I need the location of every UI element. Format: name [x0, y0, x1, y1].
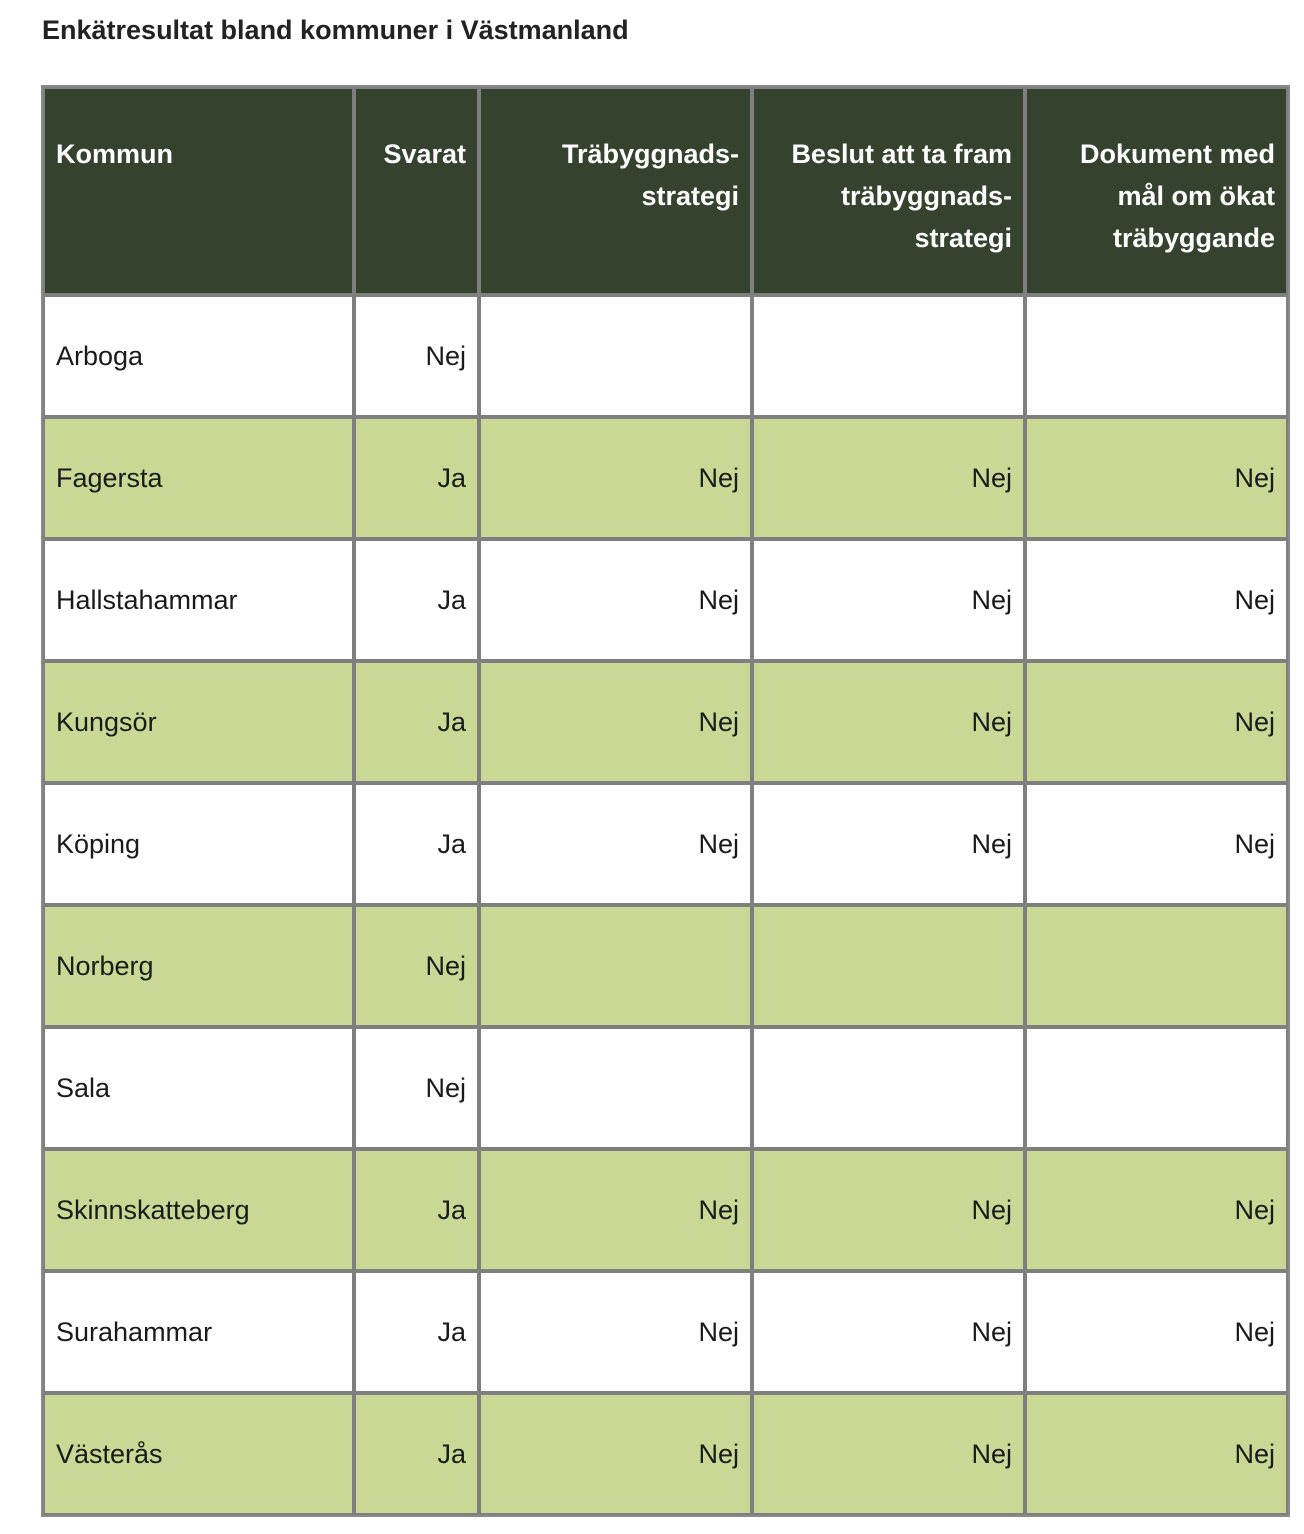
cell-svarat: Ja	[354, 417, 479, 539]
cell-beslut-strategi	[752, 905, 1025, 1027]
table-row	[43, 295, 1288, 417]
table-body	[43, 295, 1288, 1515]
table-row	[43, 783, 1288, 905]
cell-kommun: Fagersta	[43, 417, 354, 539]
cell-kommun: Kungsör	[43, 661, 354, 783]
header-beslut-strategi: Beslut att ta fram träbyggnads- strategi	[752, 87, 1025, 295]
cell-beslut-strategi: Nej	[752, 1393, 1025, 1515]
cell-kommun: Surahammar	[43, 1271, 354, 1393]
table-row	[43, 905, 1288, 1027]
cell-kommun: Köping	[43, 783, 354, 905]
cell-beslut-strategi: Nej	[752, 417, 1025, 539]
cell-beslut-strategi: Nej	[752, 539, 1025, 661]
header-dokument-mal: Dokument med mål om ökat träbyggande	[1025, 87, 1288, 295]
table-row	[43, 1149, 1288, 1271]
header-svarat: Svarat	[354, 87, 479, 295]
cell-beslut-strategi: Nej	[752, 1271, 1025, 1393]
cell-dokument-mal	[1025, 295, 1288, 417]
cell-dokument-mal	[1025, 1027, 1288, 1149]
cell-svarat: Ja	[354, 1393, 479, 1515]
cell-dokument-mal: Nej	[1025, 417, 1288, 539]
table-row	[43, 1027, 1288, 1149]
cell-dokument-mal: Nej	[1025, 1271, 1288, 1393]
cell-dokument-mal: Nej	[1025, 783, 1288, 905]
cell-svarat: Ja	[354, 1271, 479, 1393]
cell-kommun: Norberg	[43, 905, 354, 1027]
cell-kommun: Arboga	[43, 295, 354, 417]
cell-dokument-mal	[1025, 905, 1288, 1027]
cell-trabyggnadsstrategi: Nej	[479, 1271, 752, 1393]
cell-beslut-strategi	[752, 295, 1025, 417]
cell-svarat: Ja	[354, 661, 479, 783]
cell-kommun: Skinnskatteberg	[43, 1149, 354, 1271]
cell-kommun: Västerås	[43, 1393, 354, 1515]
cell-kommun: Hallstahammar	[43, 539, 354, 661]
cell-trabyggnadsstrategi	[479, 295, 752, 417]
cell-svarat: Ja	[354, 539, 479, 661]
table-row	[43, 539, 1288, 661]
table-row	[43, 1393, 1288, 1515]
cell-svarat: Nej	[354, 1027, 479, 1149]
page-title: Enkätresultat bland kommuner i Västmanland	[42, 15, 629, 45]
cell-kommun: Sala	[43, 1027, 354, 1149]
cell-dokument-mal: Nej	[1025, 661, 1288, 783]
cell-svarat: Ja	[354, 1149, 479, 1271]
table-row	[43, 661, 1288, 783]
cell-trabyggnadsstrategi	[479, 1027, 752, 1149]
cell-trabyggnadsstrategi: Nej	[479, 539, 752, 661]
cell-beslut-strategi: Nej	[752, 661, 1025, 783]
cell-dokument-mal: Nej	[1025, 1149, 1288, 1271]
cell-beslut-strategi: Nej	[752, 783, 1025, 905]
cell-svarat: Nej	[354, 905, 479, 1027]
cell-trabyggnadsstrategi: Nej	[479, 661, 752, 783]
table-row	[43, 417, 1288, 539]
header-trabyggnadsstrategi: Träbyggnads- strategi	[479, 87, 752, 295]
cell-trabyggnadsstrategi: Nej	[479, 783, 752, 905]
header-row	[43, 87, 1288, 295]
cell-trabyggnadsstrategi: Nej	[479, 1393, 752, 1515]
cell-trabyggnadsstrategi: Nej	[479, 417, 752, 539]
cell-dokument-mal: Nej	[1025, 1393, 1288, 1515]
cell-dokument-mal: Nej	[1025, 539, 1288, 661]
survey-results-table	[41, 85, 1290, 1517]
cell-svarat: Nej	[354, 295, 479, 417]
cell-beslut-strategi	[752, 1027, 1025, 1149]
table-header	[43, 87, 1288, 295]
table-row	[43, 1271, 1288, 1393]
cell-svarat: Ja	[354, 783, 479, 905]
header-kommun: Kommun	[43, 87, 354, 295]
cell-trabyggnadsstrategi: Nej	[479, 1149, 752, 1271]
cell-beslut-strategi: Nej	[752, 1149, 1025, 1271]
cell-trabyggnadsstrategi	[479, 905, 752, 1027]
